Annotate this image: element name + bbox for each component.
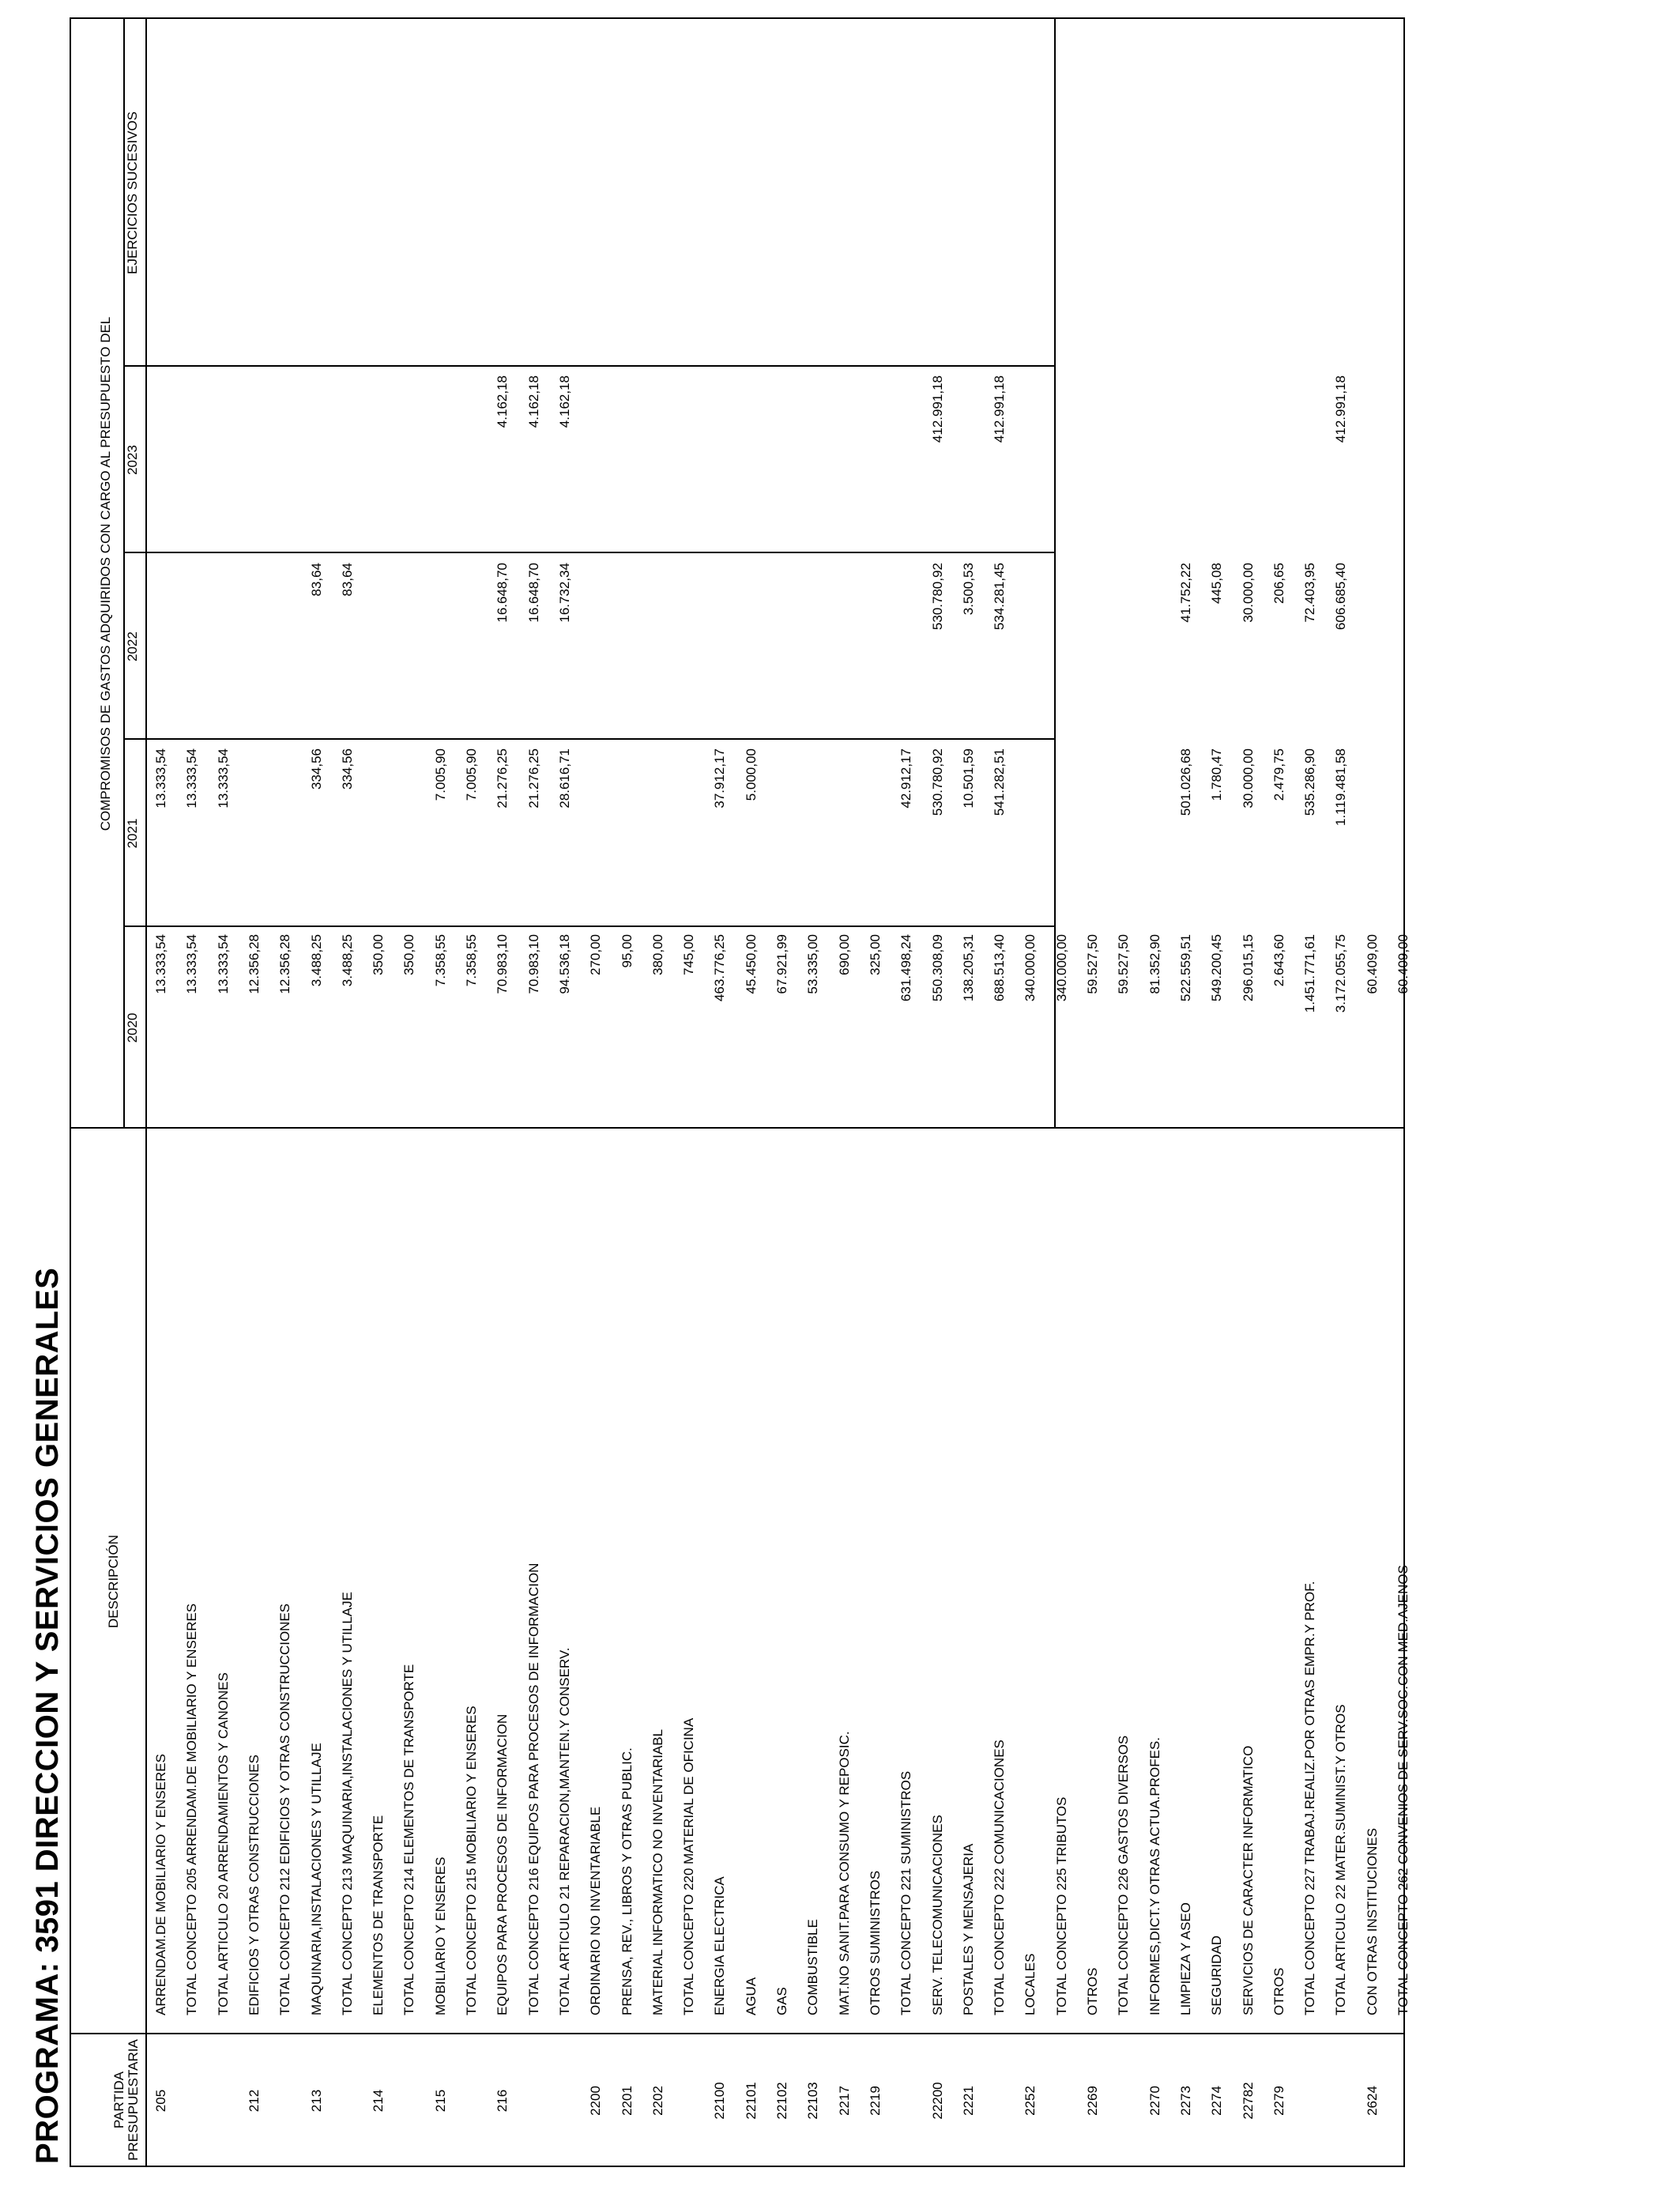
amount-2020: 60.409,00 — [1364, 934, 1380, 994]
row-description: TOTAL CONCEPTO 205 ARRENDAM.DE MOBILIARIO Y ENSERES — [184, 1603, 200, 2015]
amount-2022: 445,08 — [1209, 563, 1225, 604]
row-description: ARRENDAM.DE MOBILIARIO Y ENSERES — [153, 1754, 168, 2015]
row-description: POSTALES Y MENSAJERIA — [960, 1843, 976, 2015]
row-description: SERVICIOS DE CARACTER INFORMATICO — [1240, 1745, 1256, 2015]
amount-2020: 631.498,24 — [898, 934, 914, 1002]
row-description: TOTAL CONCEPTO 222 COMUNICACIONES — [992, 1740, 1008, 2015]
table-row — [178, 19, 206, 2166]
amount-2020: 12.356,28 — [246, 934, 262, 994]
table-row — [799, 19, 827, 2166]
amount-2021: 28.616,71 — [556, 748, 572, 809]
amount-2020: 3.172.055,75 — [1333, 934, 1349, 1013]
row-description: TOTAL CONCEPTO 262 CONVENIOS DE SERV.SOC.CON MED.AJENOS — [1396, 1565, 1411, 2015]
table-row — [333, 19, 362, 2166]
row-description: TOTAL CONCEPTO 215 MOBILIARIO Y ENSERES — [464, 1706, 479, 2015]
amount-2023: 412.991,18 — [929, 375, 945, 443]
table-row — [768, 19, 797, 2166]
amount-2020: 138.205,31 — [960, 934, 976, 1002]
amount-2021: 7.005,90 — [464, 748, 479, 801]
table-row — [644, 19, 672, 2166]
amount-2021: 530.780,92 — [929, 748, 945, 816]
partida-code: 22102 — [774, 2082, 789, 2120]
amount-2020: 81.352,90 — [1147, 934, 1162, 994]
partida-header-line2: PRESUPUESTARIA — [126, 2039, 141, 2161]
partida-code: 2221 — [960, 2086, 976, 2116]
budget-table — [70, 17, 1411, 2167]
row-description: AGUA — [743, 1977, 759, 2015]
year-header-2021: 2021 — [125, 818, 140, 849]
year-header-2022: 2022 — [125, 631, 140, 662]
table-row — [1265, 19, 1294, 2166]
amount-2020: 59.527,50 — [1085, 934, 1100, 994]
partida-code: 212 — [246, 2089, 262, 2113]
year-header-2020: 2020 — [125, 1012, 140, 1043]
table-row — [1141, 19, 1170, 2166]
amount-2020: 1.451.771,61 — [1302, 934, 1318, 1013]
row-description: LIMPIEZA Y ASEO — [1177, 1902, 1193, 2015]
amount-2020: 70.983,10 — [525, 934, 541, 994]
partida-code: 2274 — [1209, 2086, 1225, 2116]
amount-2023: 4.162,18 — [556, 375, 572, 428]
table-row — [706, 19, 734, 2166]
partida-code: 214 — [371, 2089, 386, 2113]
amount-2021: 2.479,75 — [1271, 748, 1286, 801]
amount-2021: 535.286,90 — [1302, 748, 1318, 816]
row-description: TOTAL CONCEPTO 212 EDIFICIOS Y OTRAS CONSTRUCCIONES — [277, 1603, 293, 2015]
row-description: TOTAL ARTICULO 21 REPARACION,MANTEN.Y CONSERV. — [556, 1647, 572, 2015]
table-row — [271, 19, 299, 2166]
compromisos-header: COMPROMISOS DE GASTOS ADQUIRIDOS CON CARGO AL PRESUPUESTO DEL — [98, 316, 113, 831]
partida-code: 22101 — [743, 2082, 759, 2120]
row-description: GAS — [774, 1987, 789, 2015]
descripcion-header: DESCRIPCIÓN — [106, 1534, 121, 1629]
table-row — [1234, 19, 1263, 2166]
partida-code: 22103 — [805, 2082, 821, 2120]
amount-2022: 83,64 — [339, 563, 355, 597]
amount-2020: 745,00 — [681, 934, 697, 975]
partida-code: 2217 — [836, 2086, 852, 2116]
amount-2021: 13.333,54 — [153, 748, 168, 809]
table-row — [924, 19, 952, 2166]
table-row — [1079, 19, 1107, 2166]
amount-2022: 534.281,45 — [992, 563, 1008, 631]
amount-2022: 3.500,53 — [960, 563, 976, 616]
amount-2021: 13.333,54 — [215, 748, 231, 809]
amount-2020: 350,00 — [371, 934, 386, 975]
amount-2020: 59.527,50 — [1116, 934, 1132, 994]
partida-header-line1: PARTIDA — [111, 2071, 126, 2129]
row-description: TOTAL CONCEPTO 220 MATERIAL DE OFICINA — [681, 1717, 697, 2015]
partida-code: 2200 — [588, 2086, 604, 2116]
amount-2022: 72.403,95 — [1302, 563, 1318, 623]
amount-2022: 16.648,70 — [495, 563, 510, 623]
amount-2020: 60.409,00 — [1396, 934, 1411, 994]
table-row — [364, 19, 393, 2166]
table-row — [240, 19, 269, 2166]
row-description: ORDINARIO NO INVENTARIABLE — [588, 1806, 604, 2015]
amount-2020: 53.335,00 — [805, 934, 821, 994]
amount-2020: 350,00 — [401, 934, 417, 975]
amount-2020: 296.015,15 — [1240, 934, 1256, 1002]
amount-2021: 21.276,25 — [525, 748, 541, 809]
amount-2023: 412.991,18 — [992, 375, 1008, 443]
table-row — [458, 19, 486, 2166]
table-row — [395, 19, 424, 2166]
amount-2021: 5.000,00 — [743, 748, 759, 801]
partida-code: 2252 — [1023, 2086, 1038, 2116]
table-row — [1389, 19, 1418, 2166]
table-row — [427, 19, 455, 2166]
amount-2021: 1.119.481,58 — [1333, 748, 1349, 826]
amount-2020: 95,00 — [619, 934, 635, 968]
amount-2020: 380,00 — [650, 934, 665, 975]
amount-2021: 10.501,59 — [960, 748, 976, 809]
row-description: TOTAL CONCEPTO 216 EQUIPOS PARA PROCESOS DE INFORMACION — [525, 1563, 541, 2015]
amount-2021: 21.276,25 — [495, 748, 510, 809]
table-row — [1296, 19, 1324, 2166]
row-description: ELEMENTOS DE TRANSPORTE — [371, 1815, 386, 2015]
partida-code: 2269 — [1085, 2086, 1100, 2116]
row-description: TOTAL CONCEPTO 226 GASTOS DIVERSOS — [1116, 1735, 1132, 2015]
partida-code: 205 — [153, 2089, 168, 2113]
program-title: PROGRAMA: 3591 DIRECCION Y SERVICIOS GENERALES — [30, 1267, 65, 2164]
amount-2020: 270,00 — [588, 934, 604, 975]
partida-code: 213 — [308, 2089, 324, 2113]
table-row — [892, 19, 921, 2166]
row-description: OTROS — [1085, 1967, 1100, 2015]
table-row — [520, 19, 548, 2166]
partida-code: 22782 — [1240, 2082, 1256, 2120]
row-description: TOTAL CONCEPTO 213 MAQUINARIA,INSTALACIONES Y UTILLAJE — [339, 1592, 355, 2015]
amount-2021: 30.000,00 — [1240, 748, 1256, 809]
table-row — [209, 19, 238, 2166]
row-description: TOTAL CONCEPTO 225 TRIBUTOS — [1053, 1796, 1069, 2015]
amount-2020: 3.488,25 — [308, 934, 324, 987]
amount-2021: 541.282,51 — [992, 748, 1008, 816]
amount-2020: 45.450,00 — [743, 934, 759, 994]
amount-2020: 550.308,09 — [929, 934, 945, 1002]
amount-2021: 13.333,54 — [184, 748, 200, 809]
partida-code: 22200 — [929, 2082, 945, 2120]
row-description: OTROS — [1271, 1967, 1286, 2015]
partida-code: 2279 — [1271, 2086, 1286, 2116]
amount-2020: 70.983,10 — [495, 934, 510, 994]
row-description: COMBUSTIBLE — [805, 1919, 821, 2015]
partida-code: 22100 — [712, 2082, 728, 2120]
amount-2023: 4.162,18 — [525, 375, 541, 428]
amount-2023: 412.991,18 — [1333, 375, 1349, 443]
amount-2020: 549.200,45 — [1209, 934, 1225, 1002]
amount-2022: 16.648,70 — [525, 563, 541, 623]
table-row — [1109, 19, 1138, 2166]
amount-2020: 3.488,25 — [339, 934, 355, 987]
table-row — [1327, 19, 1355, 2166]
table-row — [831, 19, 859, 2166]
amount-2020: 12.356,28 — [277, 934, 293, 994]
amount-2020: 7.358,55 — [432, 934, 448, 987]
amount-2022: 206,65 — [1271, 563, 1286, 604]
table-row — [582, 19, 610, 2166]
amount-2020: 13.333,54 — [215, 934, 231, 994]
row-description: INFORMES,DICT.Y OTRAS ACTUA.PROFES. — [1147, 1736, 1162, 2015]
table-row — [675, 19, 703, 2166]
row-description: TOTAL ARTICULO 22 MATER.SUMINIST.Y OTROS — [1333, 1704, 1349, 2015]
partida-code: 2202 — [650, 2086, 665, 2116]
row-description: TOTAL CONCEPTO 221 SUMINISTROS — [898, 1770, 914, 2015]
table-row — [488, 19, 517, 2166]
row-description: EQUIPOS PARA PROCESOS DE INFORMACION — [495, 1713, 510, 2015]
amount-2022: 30.000,00 — [1240, 563, 1256, 623]
row-description: LOCALES — [1023, 1953, 1038, 2015]
amount-2022: 606.685,40 — [1333, 563, 1349, 631]
partida-code: 2273 — [1177, 2086, 1193, 2116]
row-description: TOTAL CONCEPTO 227 TRABAJ.REALIZ.POR OTRAS EMPR.Y PROF. — [1302, 1581, 1318, 2015]
partida-code: 2201 — [619, 2086, 635, 2116]
table-row — [1016, 19, 1045, 2166]
amount-2022: 83,64 — [308, 563, 324, 597]
row-description: TOTAL ARTICULO 20 ARRENDAMIENTOS Y CANONES — [215, 1672, 231, 2015]
amount-2022: 16.732,34 — [556, 563, 572, 623]
amount-2021: 501.026,68 — [1177, 748, 1193, 816]
partida-code: 2624 — [1364, 2086, 1380, 2116]
year-header-sucesivos: EJERCICIOS SUCESIVOS — [125, 111, 140, 274]
year-header-2023: 2023 — [125, 445, 140, 475]
amount-2020: 67.921,99 — [774, 934, 789, 994]
amount-2020: 94.536,18 — [556, 934, 572, 994]
table-row — [955, 19, 983, 2166]
amount-2020: 13.333,54 — [153, 934, 168, 994]
amount-2020: 2.643,60 — [1271, 934, 1286, 987]
row-description: MAQUINARIA,INSTALACIONES Y UTILLAJE — [308, 1743, 324, 2015]
table-row — [551, 19, 579, 2166]
amount-2021: 42.912,17 — [898, 748, 914, 809]
amount-2021: 37.912,17 — [712, 748, 728, 809]
partida-code: 2219 — [867, 2086, 883, 2116]
row-description: EDIFICIOS Y OTRAS CONSTRUCCIONES — [246, 1755, 262, 2015]
table-row — [737, 19, 766, 2166]
amount-2020: 340.000,00 — [1053, 934, 1069, 1002]
amount-2020: 340.000,00 — [1023, 934, 1038, 1002]
row-description: PRENSA, REV., LIBROS Y OTRAS PUBLIC. — [619, 1747, 635, 2015]
amount-2020: 522.559,51 — [1177, 934, 1193, 1002]
amount-2020: 7.358,55 — [464, 934, 479, 987]
row-description: MAT.NO SANIT.PARA CONSUMO Y REPOSIC. — [836, 1731, 852, 2015]
table-row — [861, 19, 890, 2166]
row-description: CON OTRAS INSTITUCIONES — [1364, 1827, 1380, 2015]
amount-2020: 690,00 — [836, 934, 852, 975]
row-description: MATERIAL INFORMATICO NO INVENTARIABL — [650, 1728, 665, 2015]
table-row — [1172, 19, 1200, 2166]
table-row — [147, 19, 175, 2166]
row-description: TOTAL CONCEPTO 214 ELEMENTOS DE TRANSPORTE — [401, 1664, 417, 2015]
row-description: SEGURIDAD — [1209, 1935, 1225, 2015]
partida-code: 215 — [432, 2089, 448, 2113]
amount-2021: 1.780,47 — [1209, 748, 1225, 801]
row-description: ENERGIA ELECTRICA — [712, 1876, 728, 2015]
partida-header — [112, 2034, 141, 2166]
amount-2022: 41.752,22 — [1177, 563, 1193, 623]
amount-2020: 325,00 — [867, 934, 883, 975]
partida-code: 216 — [495, 2089, 510, 2113]
amount-2020: 688.513,40 — [992, 934, 1008, 1002]
table-row — [985, 19, 1014, 2166]
row-description: OTROS SUMINISTROS — [867, 1870, 883, 2015]
amount-2021: 334,56 — [308, 748, 324, 790]
partida-code: 2270 — [1147, 2086, 1162, 2116]
amount-2020: 463.776,25 — [712, 934, 728, 1002]
amount-2021: 7.005,90 — [432, 748, 448, 801]
amount-2021: 334,56 — [339, 748, 355, 790]
amount-2023: 4.162,18 — [495, 375, 510, 428]
row-description: MOBILIARIO Y ENSERES — [432, 1857, 448, 2015]
row-description: SERV. TELECOMUNICACIONES — [929, 1815, 945, 2015]
amount-2020: 13.333,54 — [184, 934, 200, 994]
table-row — [613, 19, 642, 2166]
table-row — [1358, 19, 1387, 2166]
table-row — [1048, 19, 1076, 2166]
table-row — [1203, 19, 1231, 2166]
amount-2022: 530.780,92 — [929, 563, 945, 631]
table-row — [303, 19, 331, 2166]
